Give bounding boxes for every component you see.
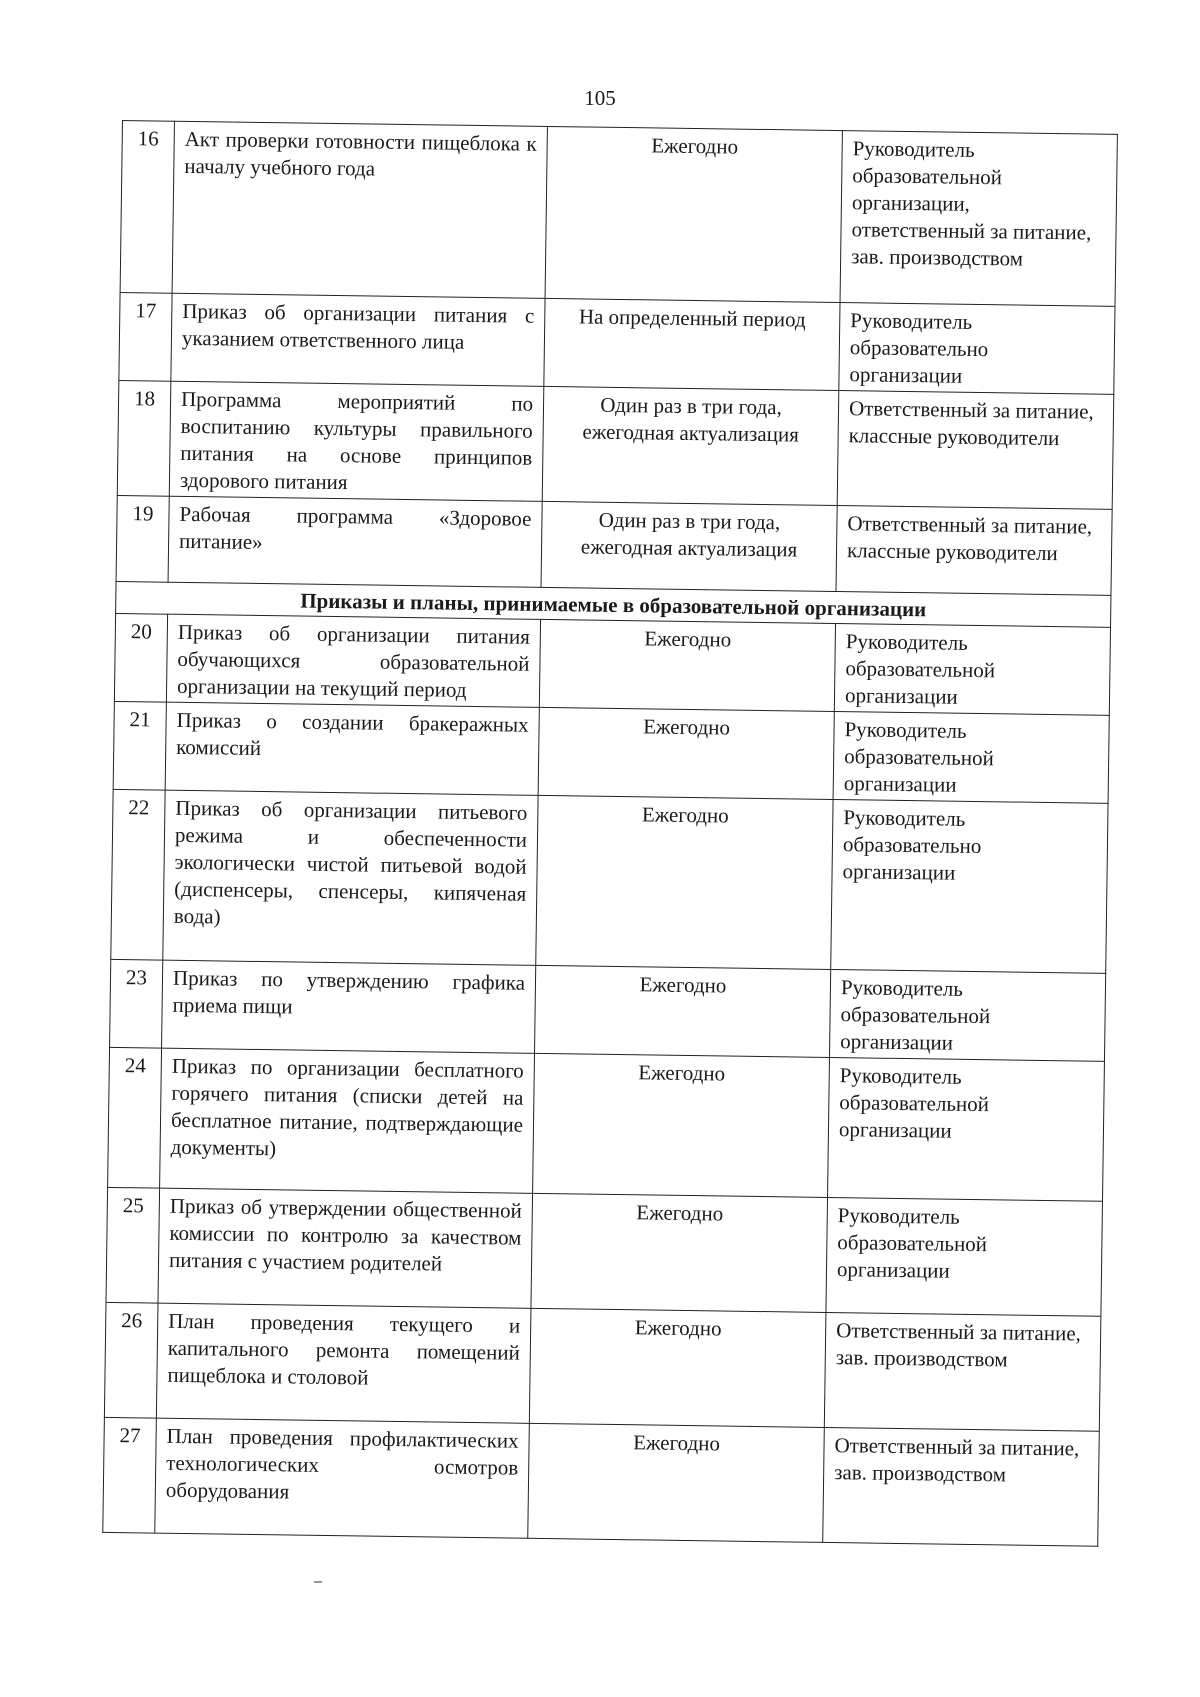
- document-table: [102, 120, 1118, 1547]
- table-row: [114, 613, 1110, 715]
- document-name: Акт проверки готовности пищеблока к началу учебного года: [172, 121, 547, 298]
- row-number: 17: [119, 292, 172, 381]
- period: Ежегодно: [533, 1053, 830, 1197]
- row-number: 16: [120, 121, 174, 294]
- section-title: Приказы и планы, принимаемые в образовательной организации: [116, 581, 1111, 627]
- row-number: 22: [111, 789, 165, 960]
- period: Ежегодно: [538, 707, 834, 799]
- period: Ежегодно: [531, 1193, 828, 1312]
- responsible: Ответственный за питание, классные руководители: [837, 391, 1114, 510]
- document-name: Приказ об организации питания обучающихся образовательной организации на текущий период: [166, 614, 540, 707]
- document-name: Приказ об организации питания с указанием ответственного лица: [171, 293, 545, 386]
- table-row: [106, 1187, 1103, 1316]
- row-number: 26: [104, 1302, 158, 1418]
- table-row: [111, 789, 1108, 973]
- period: Ежегодно: [536, 795, 833, 969]
- row-number: 18: [117, 380, 171, 496]
- document-name: Приказ об организации питьевого режима и обеспеченности экологически чистой питьевой водой (диспенсеры, спенсеры, кипяченая вода): [163, 790, 538, 965]
- row-number: 21: [113, 701, 166, 790]
- period: На определенный период: [544, 298, 840, 390]
- table-row: [119, 292, 1115, 394]
- responsible: Ответственный за питание, зав. производством: [824, 1312, 1101, 1431]
- document-name: Приказ о создании бракеражных комиссий: [165, 702, 539, 795]
- row-number: 20: [114, 613, 167, 702]
- table-row: [116, 495, 1112, 595]
- scan-mark: [314, 1581, 322, 1583]
- period: Ежегодно: [545, 126, 842, 302]
- row-number: 27: [103, 1417, 157, 1533]
- table-row: [110, 959, 1106, 1061]
- document-name: Программа мероприятий по воспитанию культуры правильного питания на основе принципов здорового питания: [169, 381, 544, 501]
- row-number: 24: [108, 1047, 162, 1188]
- period: Ежегодно: [529, 1308, 826, 1427]
- document-table-wrapper: [102, 120, 1117, 1547]
- responsible: Руководитель образовательной организации, ответственный за питание, зав. производством: [840, 131, 1117, 307]
- period: Один раз в три года, ежегодная актуализация: [542, 386, 839, 505]
- row-number: 23: [110, 959, 163, 1048]
- responsible: Руководитель образовательной организации: [826, 1197, 1103, 1316]
- responsible: Руководитель образовательно организации: [839, 303, 1115, 395]
- responsible: Ответственный за питание, классные руководители: [836, 506, 1112, 596]
- row-number: 19: [116, 495, 169, 582]
- period: Ежегодно: [539, 619, 835, 711]
- period: Один раз в три года, ежегодная актуализация: [541, 501, 837, 591]
- row-number: 25: [106, 1187, 160, 1303]
- responsible: Руководитель образовательной организации: [828, 1057, 1105, 1201]
- table-row: [108, 1047, 1105, 1201]
- table-row: [120, 121, 1117, 307]
- document-name: План проведения текущего и капитального ремонта помещений пищеблока и столовой: [156, 1303, 531, 1423]
- page-number: 105: [584, 86, 616, 110]
- responsible: Руководитель образовательно организации: [831, 799, 1108, 973]
- table-row: [104, 1302, 1101, 1431]
- document-name: Приказ по утверждению графика приема пищи: [162, 960, 536, 1053]
- responsible: Ответственный за питание, зав. производством: [823, 1427, 1100, 1546]
- table-row: [117, 380, 1114, 509]
- document-name: Приказ по организации бесплатного горячего питания (списки детей на бесплатное питание, подтверждающие документы): [160, 1048, 535, 1193]
- responsible: Руководитель образовательной организации: [829, 969, 1105, 1061]
- document-name: План проведения профилактических технологических осмотров оборудования: [155, 1418, 530, 1538]
- responsible: Руководитель образовательной организации: [833, 712, 1109, 804]
- period: Ежегодно: [528, 1423, 825, 1542]
- period: Ежегодно: [535, 965, 831, 1057]
- table-row: [113, 701, 1109, 803]
- responsible: Руководитель образовательной организации: [834, 624, 1110, 716]
- document-name: Приказ об утверждении общественной комиссии по контролю за качеством питания с участием родителей: [158, 1188, 533, 1308]
- table-row: [103, 1417, 1100, 1546]
- document-name: Рабочая программа «Здоровое питание»: [168, 496, 542, 587]
